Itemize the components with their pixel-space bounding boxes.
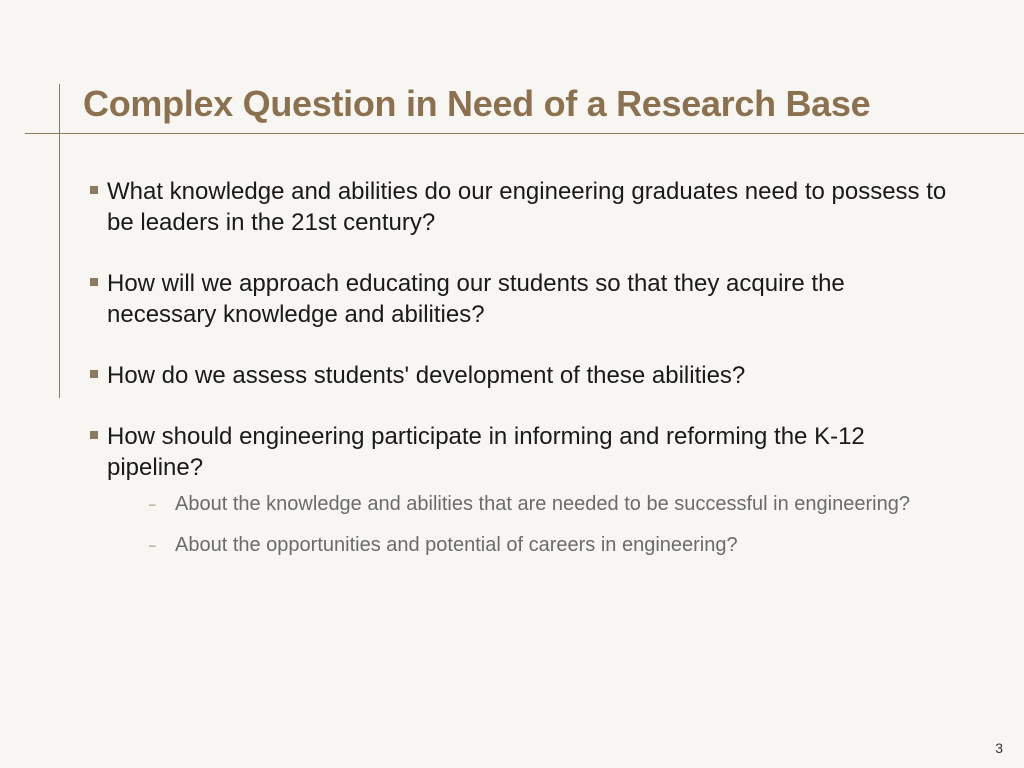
- horizontal-divider: [25, 133, 1024, 134]
- sub-bullet-item: [149, 532, 950, 559]
- dash-bullet-icon: –: [149, 497, 156, 511]
- vertical-divider: [59, 84, 60, 398]
- bullet-text: How will we approach educating our students so that they acquire the necessary knowledge and abilities?: [107, 270, 845, 328]
- square-bullet-icon: [90, 431, 98, 439]
- square-bullet-icon: [90, 370, 98, 378]
- bullet-text: How do we assess students' development of these abilities?: [107, 362, 746, 389]
- bullet-item: [90, 360, 950, 391]
- dash-bullet-icon: –: [149, 538, 156, 552]
- page-number: 3: [995, 740, 1003, 756]
- sub-bullet-list: [107, 491, 950, 559]
- square-bullet-icon: [90, 186, 98, 194]
- square-bullet-icon: [90, 278, 98, 286]
- sub-bullet-item: [149, 491, 950, 518]
- bullet-item: [90, 268, 950, 330]
- bullet-text: What knowledge and abilities do our engineering graduates need to possess to be leaders in the 21st century?: [107, 178, 947, 236]
- sub-bullet-text: About the knowledge and abilities that are needed to be successful in engineering?: [175, 493, 910, 515]
- bullet-item: [90, 176, 950, 238]
- bullet-text: How should engineering participate in informing and reforming the K-12 pipeline?: [107, 423, 865, 481]
- bullet-list: [90, 176, 950, 589]
- slide-title: Complex Question in Need of a Research Base: [83, 83, 871, 124]
- sub-bullet-text: About the opportunities and potential of careers in engineering?: [175, 534, 738, 556]
- bullet-item: [90, 421, 950, 559]
